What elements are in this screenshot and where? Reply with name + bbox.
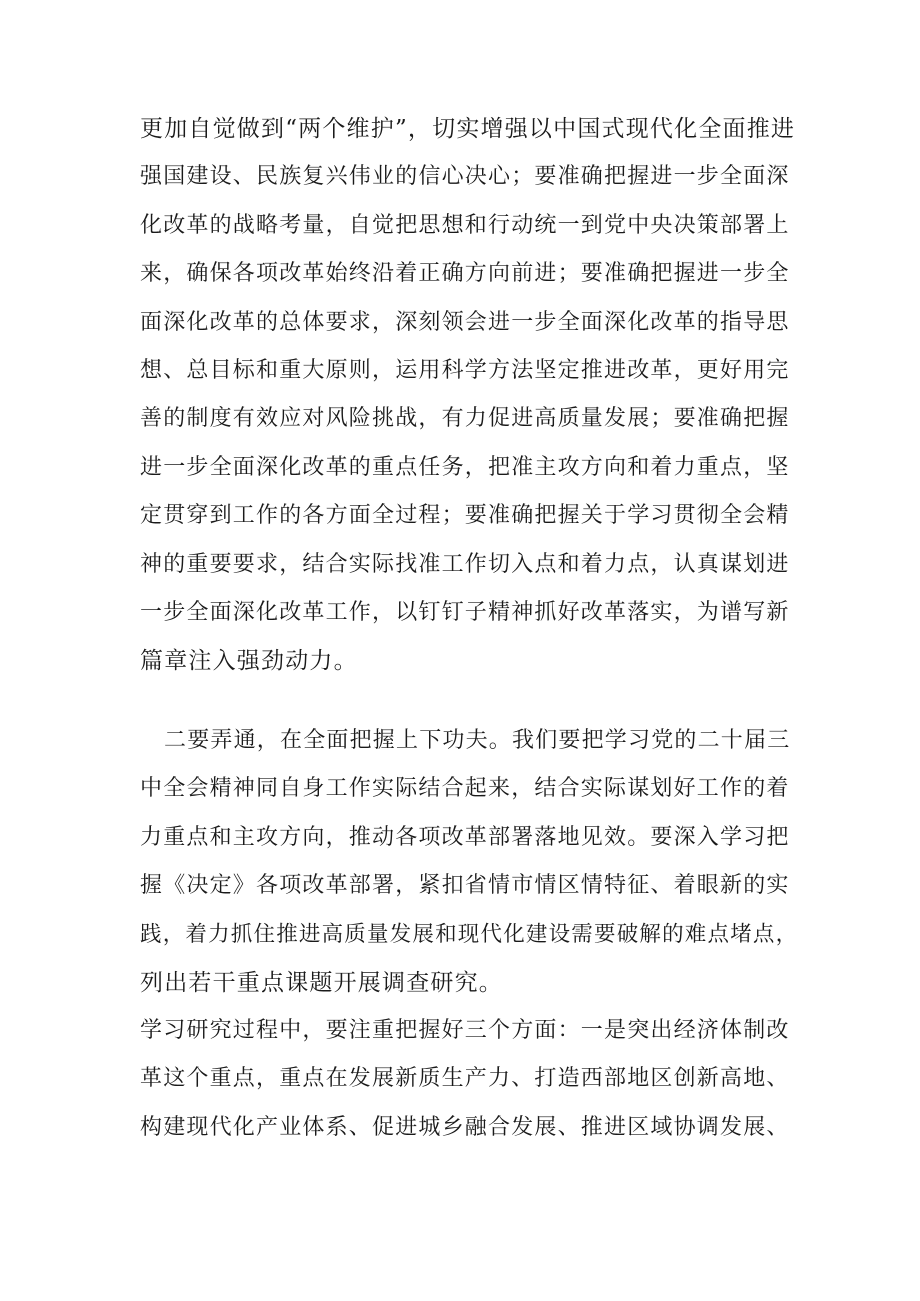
text-line: 来，确保各项改革始终沿着正确方向前进；要准确把握进一步全 <box>140 261 790 287</box>
text-line: 篇章注入强劲动力。 <box>140 648 358 675</box>
text-line: 革这个重点，重点在发展新质生产力、打造西部地区创新高地、 <box>140 1066 790 1092</box>
paragraph-section-two <box>140 717 800 1007</box>
text-line: 进一步全面深化改革的重点任务，把准主攻方向和着力重点，坚 <box>140 454 790 480</box>
text-line: 学习研究过程中，要注重把握好三个方面：一是突出经济体制改 <box>140 1018 790 1043</box>
text-line: 想、总目标和重大原则，运用科学方法坚定推进改革，更好用完 <box>140 358 790 384</box>
text-line: 强国建设、民族复兴伟业的信心决心；要准确把握进一步全面深 <box>140 164 790 190</box>
text-line: 面深化改革的总体要求，深刻领会进一步全面深化改革的指导思 <box>140 309 790 335</box>
text-line: 中全会精神同自身工作实际结合起来，结合实际谋划好工作的着 <box>140 776 790 802</box>
text-line: 定贯穿到工作的各方面全过程；要准确把握关于学习贯彻全会精 <box>140 503 790 529</box>
text-line: 力重点和主攻方向，推动各项改革部署落地见效。要深入学习把 <box>140 824 790 850</box>
text-line: 构建现代化产业体系、促进城乡融合发展、推进区域协调发展、 <box>140 1114 790 1140</box>
text-line: 化改革的战略考量，自觉把思想和行动统一到党中央决策部署上 <box>140 212 790 238</box>
text-line: 一步全面深化改革工作，以钉钉子精神抓好改革落实，为谱写新 <box>140 600 790 626</box>
text-line: 善的制度有效应对风险挑战，有力促进高质量发展；要准确把握 <box>140 406 790 432</box>
text-line: 列出若干重点课题开展调查研究。 <box>140 970 503 997</box>
paragraph-continuation <box>140 105 800 686</box>
text-line: 更加自觉做到“两个维护”，切实增强以中国式现代化全面推进 <box>140 116 796 142</box>
text-line: 神的重要要求，结合实际找准工作切入点和着力点，认真谋划进 <box>140 551 790 577</box>
text-line: 二要弄通，在全面把握上下功夫。我们要把学习党的二十届三 <box>164 728 791 753</box>
text-line: 践，着力抓住推进高质量发展和现代化建设需要破解的难点堵点， <box>140 921 799 947</box>
text-line: 握《决定》各项改革部署，紧扣省情市情区情特征、着眼新的实 <box>140 873 790 899</box>
paragraph-study-research <box>140 1007 800 1152</box>
